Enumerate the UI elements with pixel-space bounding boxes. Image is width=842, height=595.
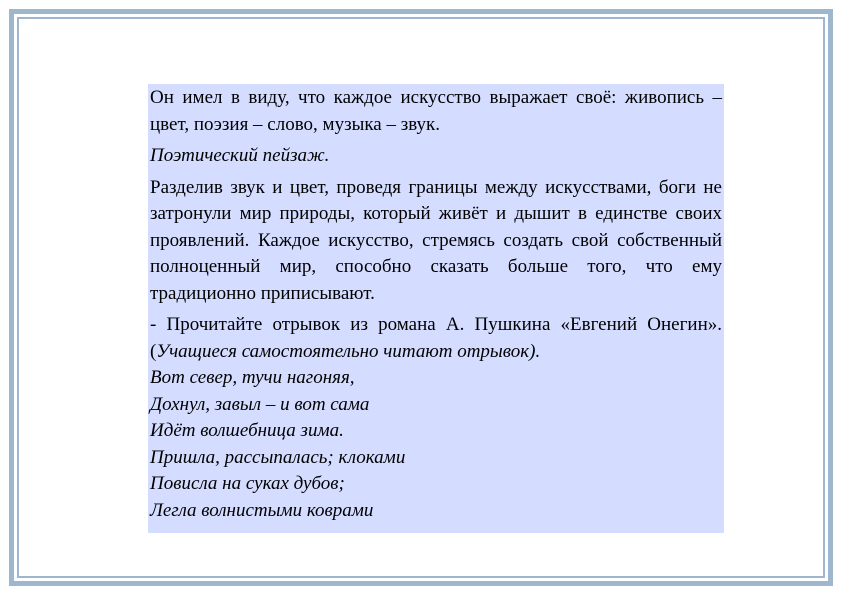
paragraph-heading: Поэтический пейзаж. <box>150 145 330 166</box>
poem-line-4: Пришла, рассыпалась; клоками <box>150 446 406 468</box>
paragraph-body: Разделив звук и цвет, проведя границы между искусствами, боги не затронули мир природы, который живёт и дышит в единстве своих проявлений. Каждое искусство, стремясь создать свой собственный полноценный мир, способно сказать больше того, что ему традиционно приписывают. <box>150 176 722 304</box>
poem-line-2: Дохнул, завыл – и вот сама <box>150 393 370 415</box>
text-box <box>148 84 724 533</box>
poem-line-1: Вот север, тучи нагоняя, <box>150 367 355 388</box>
poem-line-5: Повисла на суках дубов; <box>150 473 345 494</box>
instruction-note: Учащиеся самостоятельно читают отрывок). <box>156 340 541 362</box>
poem-line-6: Легла волнистыми коврами <box>150 499 374 521</box>
paragraph-intro: Он имел в виду, что каждое искусство выражает своё: живопись – цвет, поэзия – слово, музыка – звук. <box>150 87 722 135</box>
instruction-text: - Прочитайте отрывок из романа А. Пушкина «Евгений Онегин». ( <box>150 314 722 362</box>
poem-line-3: Идёт волшебница зима. <box>150 420 344 441</box>
paragraph-instruction <box>150 312 722 365</box>
